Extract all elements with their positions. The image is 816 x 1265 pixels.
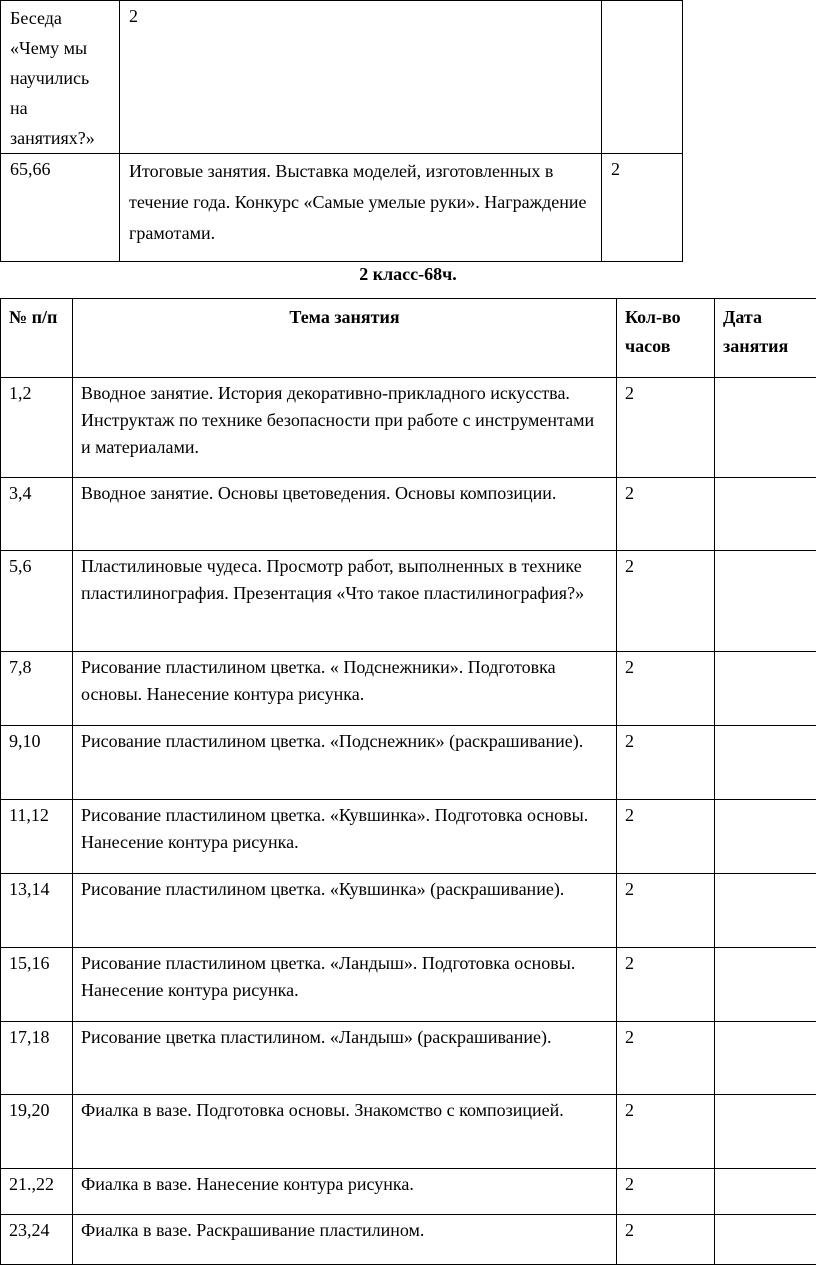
cell-hours: 2 <box>617 874 715 948</box>
cell-date <box>715 378 816 478</box>
cell-num: 15,16 <box>1 948 73 1022</box>
table-row <box>1 652 816 726</box>
cell-date <box>715 948 816 1022</box>
cell-date <box>715 874 816 948</box>
cell-hours: 2 <box>617 948 715 1022</box>
table-row <box>1 726 816 800</box>
cell-date <box>715 800 816 874</box>
table-row <box>1 478 816 551</box>
continuation-table <box>0 0 683 262</box>
cell-date <box>715 1095 816 1169</box>
lesson-plan-table <box>0 298 816 1265</box>
table-row <box>1 154 683 262</box>
cell-date <box>715 1169 816 1215</box>
table-row <box>1 1215 816 1265</box>
table-row <box>1 1022 816 1095</box>
cell-topic: Итоговые занятия. Выставка моделей, изготовленных в течение года. Конкурс «Самые умелые руки». Награждение грамотами. <box>120 154 602 262</box>
table-row <box>1 1 683 154</box>
cell-date <box>715 726 816 800</box>
cell-hours: 2 <box>617 1169 715 1215</box>
cell-hours: 2 <box>617 1215 715 1265</box>
header-topic: Тема занятия <box>73 299 617 378</box>
table-row <box>1 1095 816 1169</box>
cell-topic: Пластилиновые чудеса. Просмотр работ, выполненных в технике пластилинография. Презентация «Что такое пластилинография?» <box>73 551 617 652</box>
cell-num: 65,66 <box>1 154 120 262</box>
cell-hours: 2 <box>602 154 683 262</box>
cell-num: 7,8 <box>1 652 73 726</box>
cell-num: Беседа «Чему мы научились на занятиях?» <box>1 1 120 154</box>
cell-hours: 2 <box>617 378 715 478</box>
table-header-row <box>1 299 816 378</box>
cell-topic: Фиалка в вазе. Нанесение контура рисунка. <box>73 1169 617 1215</box>
cell-num: 9,10 <box>1 726 73 800</box>
cell-num: 23,24 <box>1 1215 73 1265</box>
header-hours: Кол-во часов <box>617 299 715 378</box>
table-row <box>1 551 816 652</box>
cell-date <box>715 551 816 652</box>
cell-num: 3,4 <box>1 478 73 551</box>
cell-hours: 2 <box>617 551 715 652</box>
table-row <box>1 948 816 1022</box>
cell-topic: Вводное занятие. История декоративно-прикладного искусства. Инструктаж по технике безопасности при работе с инструментами и материалами. <box>73 378 617 478</box>
cell-topic: Фиалка в вазе. Подготовка основы. Знакомство с композицией. <box>73 1095 617 1169</box>
table-row <box>1 1169 816 1215</box>
cell-hours: 2 <box>617 478 715 551</box>
cell-date <box>715 1022 816 1095</box>
cell-topic: Вводное занятие. Основы цветоведения. Основы композиции. <box>73 478 617 551</box>
cell-date <box>715 478 816 551</box>
cell-num: 17,18 <box>1 1022 73 1095</box>
table-row <box>1 874 816 948</box>
cell-hours <box>602 1 683 154</box>
cell-hours: 2 <box>617 726 715 800</box>
cell-num: 21.,22 <box>1 1169 73 1215</box>
cell-hours: 2 <box>617 800 715 874</box>
cell-num: 1,2 <box>1 378 73 478</box>
cell-num: 13,14 <box>1 874 73 948</box>
cell-num: 5,6 <box>1 551 73 652</box>
table-row <box>1 378 816 478</box>
cell-topic: Рисование пластилином цветка. «Кувшинка». Подготовка основы. Нанесение контура рисунка. <box>73 800 617 874</box>
cell-topic: 2 <box>120 1 602 154</box>
cell-date <box>715 652 816 726</box>
cell-hours: 2 <box>617 652 715 726</box>
cell-hours: 2 <box>617 1022 715 1095</box>
cell-topic: Рисование пластилином цветка. «Подснежник» (раскрашивание). <box>73 726 617 800</box>
table-row <box>1 800 816 874</box>
cell-hours: 2 <box>617 1095 715 1169</box>
cell-topic: Рисование пластилином цветка. «Ландыш». Подготовка основы. Нанесение контура рисунка. <box>73 948 617 1022</box>
header-num: № п/п <box>1 299 73 378</box>
cell-topic: Фиалка в вазе. Раскрашивание пластилином. <box>73 1215 617 1265</box>
cell-topic: Рисование пластилином цветка. «Кувшинка» (раскрашивание). <box>73 874 617 948</box>
section-heading: 2 класс-68ч. <box>359 264 457 284</box>
cell-num: 19,20 <box>1 1095 73 1169</box>
cell-date <box>715 1215 816 1265</box>
cell-topic: Рисование пластилином цветка. « Подснежники». Подготовка основы. Нанесение контура рисунка. <box>73 652 617 726</box>
header-date: Дата занятия <box>715 299 816 378</box>
cell-num: 11,12 <box>1 800 73 874</box>
cell-topic: Рисование цветка пластилином. «Ландыш» (раскрашивание). <box>73 1022 617 1095</box>
